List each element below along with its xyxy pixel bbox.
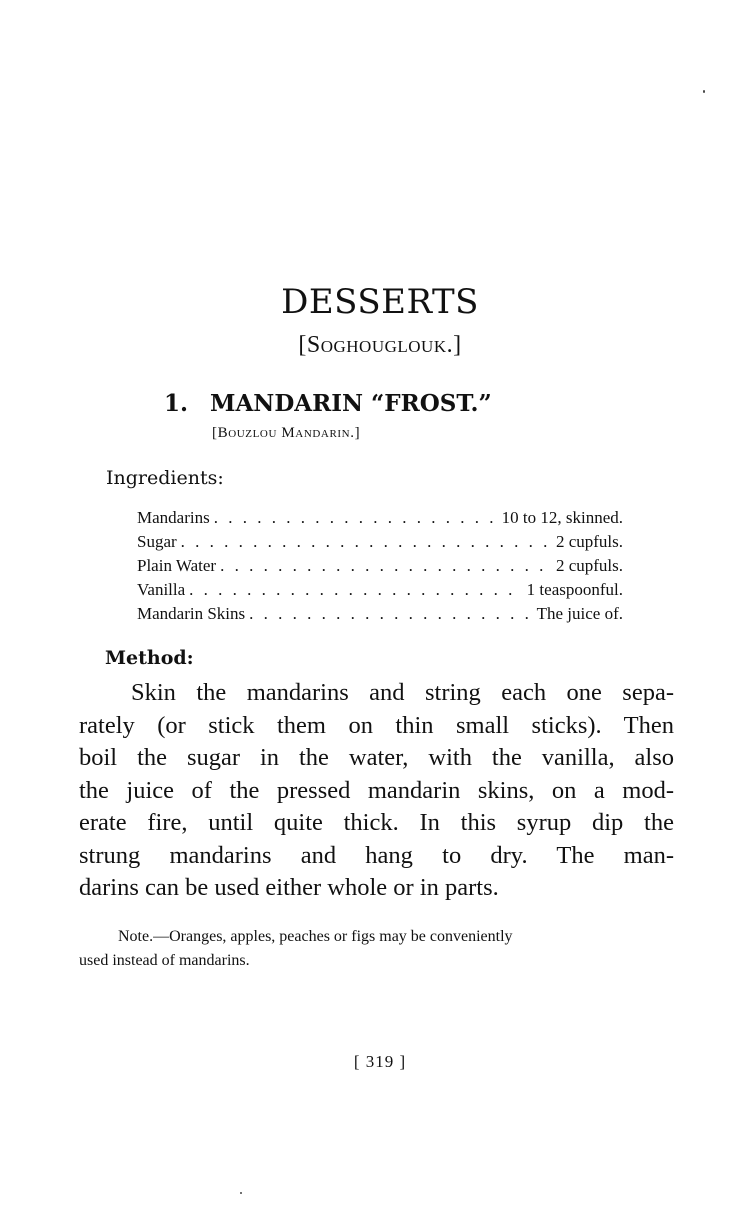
- recipe-heading: [164, 390, 492, 417]
- ingredient-row: [137, 602, 623, 626]
- note-line: Note.—Oranges, apples, peaches or figs may be conveniently: [118, 928, 513, 945]
- method-line: erate fire, until quite thick. In this syrup dip the: [79, 809, 674, 836]
- note-paragraph: [79, 925, 674, 973]
- ingredient-row: [137, 578, 623, 602]
- method-paragraph: [79, 677, 674, 905]
- ingredient-name: Vanilla: [137, 580, 186, 599]
- method-line: the juice of the pressed mandarin skins, on a mod-: [79, 776, 674, 804]
- ingredients-label: Ingredients:: [106, 467, 224, 489]
- method-line: rately (or stick them on thin small sticks). Then: [79, 711, 674, 739]
- recipe-subtitle: [Bouzlou Mandarin.]: [212, 425, 361, 441]
- ingredient-quantity: 2 cupfuls.: [555, 556, 623, 575]
- ingredients-list: [137, 506, 623, 626]
- ingredient-row: [137, 506, 623, 530]
- recipe-number: 1.: [164, 390, 189, 417]
- dot-leader: [214, 506, 498, 530]
- method-line: darins can be used either whole or in parts.: [79, 874, 499, 901]
- method-label: Method:: [105, 647, 194, 669]
- ingredient-name: Sugar: [137, 532, 177, 551]
- ingredient-quantity: 2 cupfuls.: [555, 532, 623, 551]
- section-title: DESSERTS: [281, 282, 479, 322]
- section-subtitle: [Soghouglouk.]: [298, 332, 462, 358]
- method-line: strung mandarins and hang to dry. The man-: [79, 841, 674, 869]
- dot-leader: [249, 602, 532, 626]
- ingredient-name: Mandarin Skins: [137, 604, 246, 623]
- dot-leader: [189, 578, 523, 602]
- ingredient-quantity: 10 to 12, skinned.: [501, 508, 623, 527]
- scan-speck: [703, 90, 705, 93]
- ingredient-row: [137, 530, 623, 554]
- dot-leader: [220, 554, 552, 578]
- note-line: used instead of mandarins.: [79, 952, 250, 969]
- ingredient-row: [137, 554, 623, 578]
- ingredient-name: Plain Water: [137, 556, 217, 575]
- recipe-title: MANDARIN “FROST.”: [210, 390, 492, 417]
- method-line: boil the sugar in the water, with the vanilla, also: [79, 744, 674, 771]
- ingredient-quantity: The juice of.: [536, 604, 623, 623]
- ingredient-quantity: 1 teaspoonful.: [526, 580, 623, 599]
- ingredient-name: Mandarins: [137, 508, 210, 527]
- scan-speck: [240, 1192, 242, 1194]
- page-number: [ 319 ]: [353, 1052, 407, 1071]
- method-line: Skin the mandarins and string each one sepa-: [131, 679, 674, 706]
- dot-leader: [181, 530, 552, 554]
